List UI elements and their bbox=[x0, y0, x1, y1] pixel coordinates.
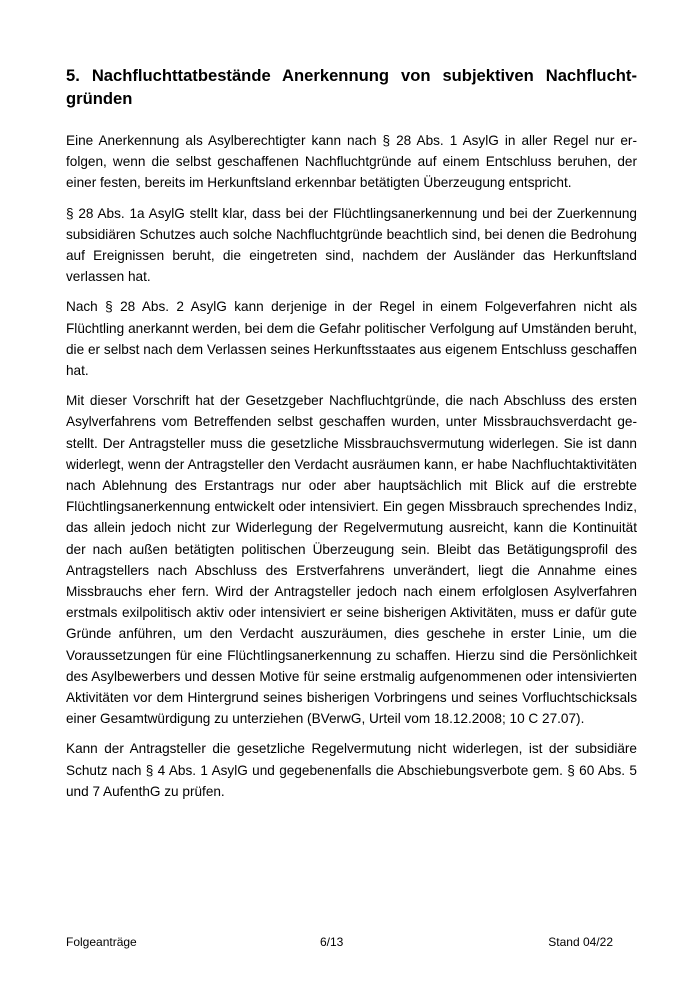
paragraph-2: § 28 Abs. 1a AsylG stellt klar, dass bei der Flüchtlingsanerkennung und bei der Zuerkennung subsidiären Schutzes auch solche Nachfluchtgründe beachtlich sind, bei denen die Bedrohung auf Ereignissen beruht, die eingetreten sind, nachdem der Ausländer das Herkunftsland verlassen hat. bbox=[66, 205, 637, 285]
page-footer bbox=[66, 933, 613, 951]
paragraph-5: Kann der Antragsteller die gesetzliche Regelvermutung nicht widerlegen, ist der subsidiäre Schutz nach § 4 Abs. 1 AsylG und gegebenenfalls die Abschiebungsverbote gem. § 60 Abs. 5 und 7 AufenthG zu prüfen. bbox=[66, 741, 637, 799]
footer-document-title: Folgeanträge bbox=[66, 935, 137, 949]
paragraph-1: Eine Anerkennung als Asylberechtigter kann nach § 28 Abs. 1 AsylG in aller Regel nur erfolgen, wenn die selbst geschaffenen Nachfluchtgründe auf einem Entschluss beruhen, der einer festen, bereits im Herkunftsland erkennbar betätigten Überzeugung entspricht. bbox=[66, 133, 637, 191]
footer-version-date: Stand 04/22 bbox=[548, 935, 613, 949]
footer-page-number: 6/13 bbox=[320, 935, 344, 949]
section-heading: 5. Nachfluchttatbestände Anerkennung von subjektiven Nachfluchtgründen bbox=[66, 66, 637, 108]
body-text bbox=[66, 130, 637, 811]
paragraph-3: Nach § 28 Abs. 2 AsylG kann derjenige in der Regel in einem Folgeverfahren nicht als Flüchtling anerkannt werden, bei dem die Gefahr politischer Verfolgung auf Umständen beruht, die er selbst nach dem Verlassen seines Herkunftsstaates aus eigenem Entschluss geschaffen hat. bbox=[66, 299, 637, 379]
paragraph-4: Mit dieser Vorschrift hat der Gesetzgeber Nachfluchtgründe, die nach Abschluss des ersten Asylverfahrens vom Betreffenden selbst geschaffen wurden, unter Missbrauchsverdacht gestellt. Der Antragsteller muss die gesetzliche Missbrauchsvermutung widerlegen. Sie ist dann widerlegt, wenn der Antragsteller den Verdacht ausräumen kann, er habe Nachfluchtaktivitäten nach Ablehnung des Erstantrags nur oder aber hauptsächlich mit Blick auf die erstrebte Flüchtlingsanerkennung entwickelt oder intensiviert. Ein gegen Missbrauch sprechendes Indiz, das allein jedoch nicht zur Widerlegung der Regelvermutung ausreicht, kann die Kontinuität der nach außen betätigten politischen Überzeugung sein. Bleibt das Betätigungsprofil des Antragstellers nach Abschluss des Erstverfahrens unverändert, liegt die Annahme eines Missbrauchs eher fern. Wird der Antragsteller jedoch nach einem erfolglosen Asylverfahren erstmals exilpolitisch aktiv oder intensiviert er seine bisherigen Aktivitäten, muss er dafür gute Gründe anführen, um den Verdacht auszuräumen, dies geschehe in erster Linie, um die Voraussetzungen für eine Flüchtlingsanerkennung zu schaffen. Hierzu sind die Persönlichkeit des Asylbewerbers und dessen Motive für seine erstmalig aufgenommenen oder intensivierten Aktivitäten vor dem Hintergrund seines bisherigen Vorbringens und seines Vorfluchtschicksals einer Gesamtwürdigung zu unterziehen (BVerwG, Urteil vom 18.12.2008; 10 C 27.07). bbox=[66, 393, 637, 727]
